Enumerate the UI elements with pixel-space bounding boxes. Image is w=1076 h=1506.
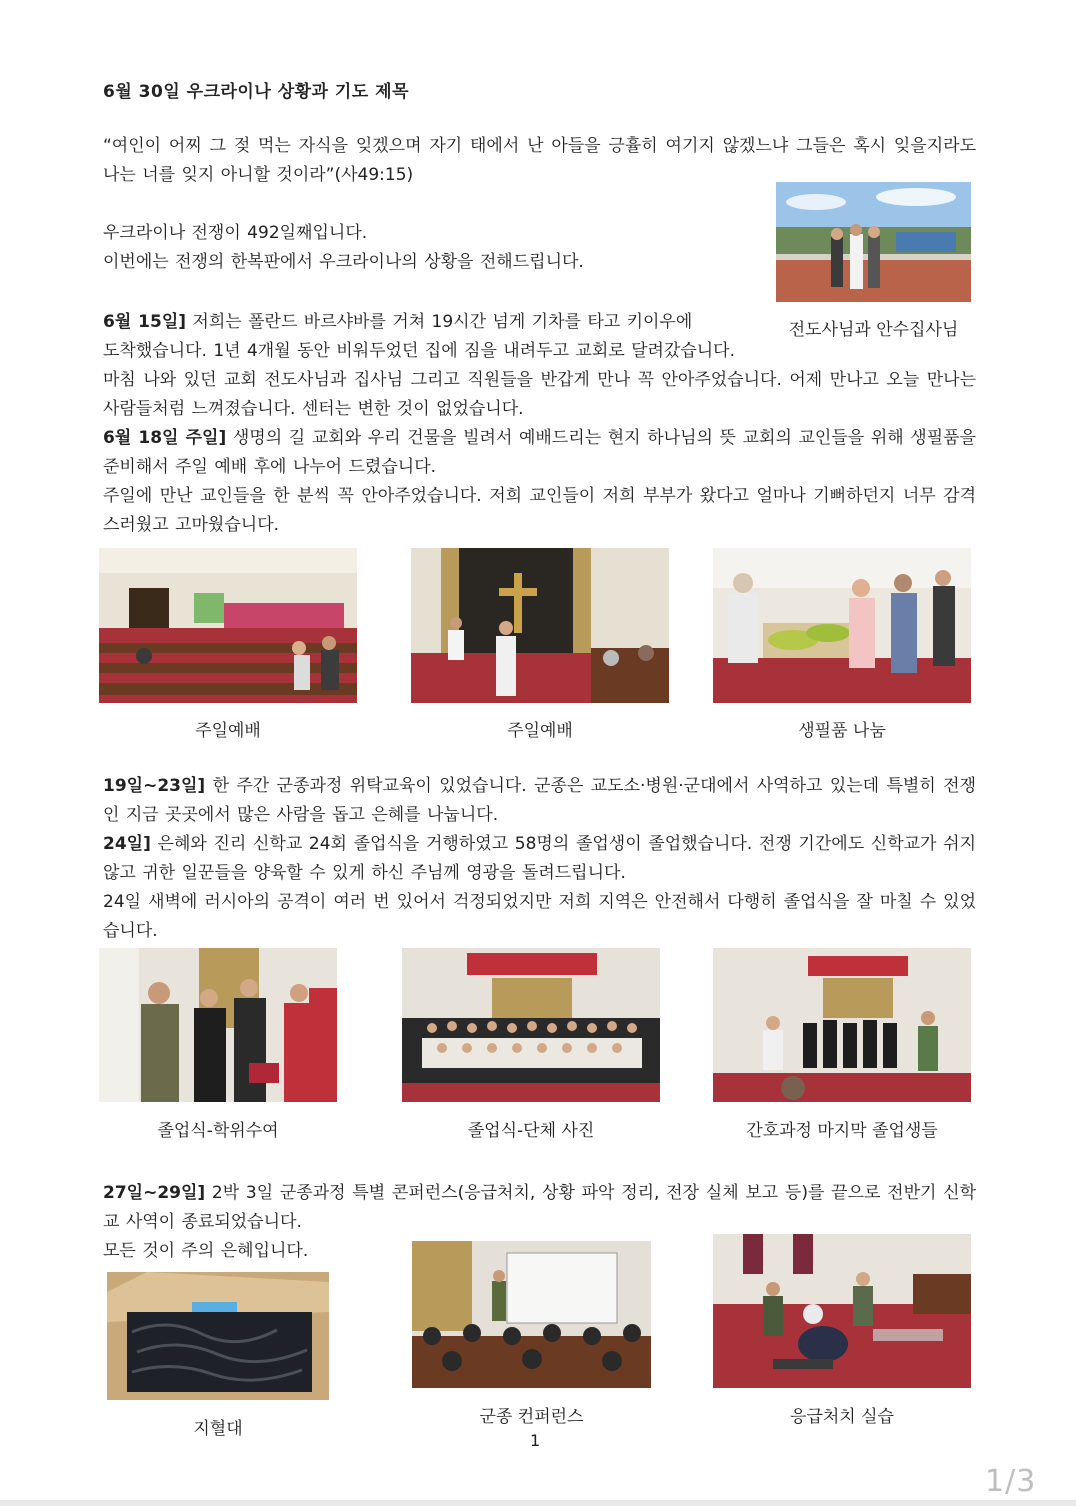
photo-chaplain-conference [412, 1241, 651, 1388]
date-june-18: 6월 18일 주일] [103, 428, 227, 448]
caption-row2-1: 졸업식-학위수여 [157, 1121, 279, 1141]
caption-row2-3: 간호과정 마지막 졸업생들 [746, 1121, 938, 1141]
june-27-29-text-a: 2박 3일 군종과정 특별 콘퍼런스(응급처치, 상황 파악 정리, 전장 실체 보고 등)를 끝으로 전반기 신학교 사역이 종료되었습니다. [103, 1183, 976, 1232]
june-15-text-c: 마침 나와 있던 교회 전도사님과 집사님 그리고 직원들을 반갑게 만나 꼭 안아주었습니다. 어제 만나고 오늘 만나는 사람들처럼 느껴졌습니다. 센터는 변한 것이 없었습니다. [103, 370, 976, 419]
photo-first-aid-practice [713, 1234, 971, 1388]
date-june-15: 6월 15일] [103, 312, 187, 332]
bible-verse: “여인이 어찌 그 젖 먹는 자식을 잊겠으며 자기 태에서 난 아들을 긍휼히 여기지 않겠느냐 그들은 혹시 잊을지라도 나는 너를 잊지 아니할 것이라”(사49:15) [103, 136, 976, 185]
caption-row3-3: 응급처치 실습 [790, 1407, 894, 1427]
caption-row1-2: 주일예배 [507, 721, 573, 741]
paragraph-june-19-24 [103, 772, 976, 946]
june-19-23-text: 한 주간 군종과정 위탁교육이 있었습니다. 군종은 교도소·병원·군대에서 사역하고 있는데 특별히 전쟁인 지금 곳곳에서 많은 사람을 돕고 은혜를 나눕니다. [103, 776, 976, 825]
photo-goods-sharing [713, 548, 971, 703]
intro-line-1: 우크라이나 전쟁이 492일째입니다. [103, 223, 368, 243]
photo-group-photo [402, 948, 660, 1102]
photo-evangelist-deacon [776, 182, 971, 302]
caption-row3-2: 군종 컨퍼런스 [479, 1407, 584, 1427]
date-june-27-29: 27일~29일] [103, 1183, 206, 1203]
photo-nursing-graduates [713, 948, 971, 1102]
photo-sunday-service-2 [411, 548, 669, 703]
june-18-text-b: 주일에 만난 교인들을 한 분씩 꼭 안아주었습니다. 저희 교인들이 저희 부부가 왔다고 얼마나 기뻐하던지 너무 감격스러웠고 고마웠습니다. [103, 486, 976, 535]
photo-caption-evangelist: 전도사님과 안수집사님 [788, 320, 959, 340]
photo-tourniquets [107, 1272, 329, 1400]
intro-paragraph [103, 219, 763, 277]
photo-degree-conferral [99, 948, 337, 1102]
june-27-29-text-b: 모든 것이 주의 은혜입니다. [103, 1241, 309, 1261]
caption-row3-1: 지혈대 [193, 1419, 243, 1439]
page-counter: 1/3 [985, 1464, 1037, 1499]
june-15-text-b: 도착했습니다. 1년 4개월 동안 비워두었던 집에 짐을 내려두고 교회로 달려갔습니다. [103, 341, 735, 361]
date-june-24: 24일] [103, 834, 151, 854]
viewer-bottom-edge [0, 1500, 1076, 1506]
june-24-text-b: 24일 새벽에 러시아의 공격이 여러 번 있어서 걱정되었지만 저희 지역은 안전해서 다행히 졸업식을 잘 마칠 수 있었습니다. [103, 892, 976, 941]
paragraph-june-15 [103, 308, 976, 540]
date-june-19-23: 19일~23일] [103, 776, 206, 796]
photo-sunday-service-1 [99, 548, 357, 703]
june-15-text-a: 저희는 폴란드 바르샤바를 거쳐 19시간 넘게 기차를 타고 키이우에 [186, 312, 693, 332]
caption-row1-3: 생필품 나눔 [798, 721, 886, 741]
june-24-text-a: 은혜와 진리 신학교 24회 졸업식을 거행하였고 58명의 졸업생이 졸업했습니다. 전쟁 기간에도 신학교가 쉬지 않고 귀한 일꾼들을 양육할 수 있게 하신 주님께 영광을 돌려드립니다. [103, 834, 976, 883]
june-18-text-a: 생명의 길 교회와 우리 건물을 빌려서 예배드리는 현지 하나님의 뜻 교회의 교인들을 위해 생필품을 준비해서 주일 예배 후에 나누어 드렸습니다. [103, 428, 976, 477]
document-title: 6월 30일 우크라이나 상황과 기도 제목 [103, 82, 409, 102]
page-number: 1 [530, 1431, 541, 1450]
caption-row1-1: 주일예배 [195, 721, 261, 741]
caption-row2-2: 졸업식-단체 사진 [467, 1121, 595, 1141]
intro-line-2: 이번에는 전쟁의 한복판에서 우크라이나의 상황을 전해드립니다. [103, 252, 584, 272]
